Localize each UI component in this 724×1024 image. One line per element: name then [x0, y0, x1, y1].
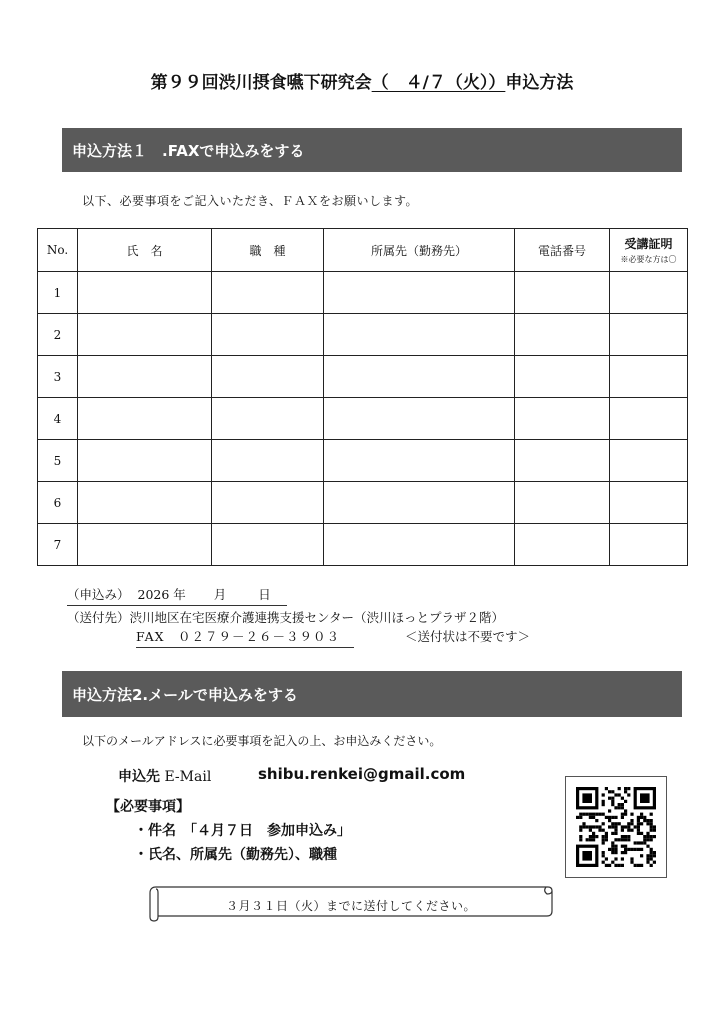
cell-phone[interactable]	[515, 314, 610, 356]
cell-name[interactable]	[78, 272, 212, 314]
header-phone: 電話番号	[515, 229, 610, 272]
required-item-subject: ・件名 「４月７日 参加申込み」	[134, 823, 351, 839]
destination-text: （送付先）渋川地区在宅医療介護連携支援センター（渋川ほっとプラザ２階）	[67, 610, 505, 625]
page-title	[0, 68, 724, 93]
qr-code-icon	[565, 776, 667, 878]
cell-name[interactable]	[78, 398, 212, 440]
cell-certificate[interactable]	[610, 524, 688, 566]
cell-no: 1	[38, 272, 78, 314]
cell-certificate[interactable]	[610, 440, 688, 482]
cell-certificate[interactable]	[610, 272, 688, 314]
deadline-text: ３月３１日（火）までに送付してください。	[225, 899, 476, 913]
cell-certificate[interactable]	[610, 356, 688, 398]
apply-label: （申込み）	[67, 587, 130, 602]
cell-phone[interactable]	[515, 524, 610, 566]
section2-intro: 以下のメールアドレスに必要事項を記入の上、お申込みください。	[82, 734, 442, 748]
mail-label-text: E-Mail	[160, 769, 212, 785]
fax-note: ＜送付状は不要です＞	[405, 629, 531, 644]
table-row	[38, 356, 688, 398]
table-row	[38, 314, 688, 356]
required-heading: 【必要事項】	[106, 799, 190, 815]
certificate-note: ※必要な方は〇	[620, 255, 677, 264]
application-table	[37, 228, 688, 566]
section2-heading: 申込方法2.メールで申込みをする	[62, 671, 682, 717]
table-row	[38, 398, 688, 440]
table-header-row	[38, 229, 688, 272]
mail-label	[118, 766, 211, 786]
cell-affiliation[interactable]	[324, 272, 515, 314]
cell-name[interactable]	[78, 314, 212, 356]
cell-affiliation[interactable]	[324, 524, 515, 566]
cell-job[interactable]	[212, 440, 324, 482]
header-name: 氏 名	[78, 229, 212, 272]
title-prefix: 第９９回渋川摂食嚥下研究会	[150, 73, 372, 93]
apply-year: 2026 年	[137, 587, 186, 602]
header-no: No.	[38, 229, 78, 272]
cell-phone[interactable]	[515, 482, 610, 524]
cell-job[interactable]	[212, 356, 324, 398]
cell-phone[interactable]	[515, 356, 610, 398]
title-date: （ ４/７（火））	[371, 73, 506, 93]
table-row	[38, 482, 688, 524]
cell-no: 5	[38, 440, 78, 482]
cell-job[interactable]	[212, 482, 324, 524]
cell-certificate[interactable]	[610, 482, 688, 524]
mail-label-bold: 申込先	[118, 769, 160, 785]
header-certificate	[610, 229, 688, 272]
cell-phone[interactable]	[515, 398, 610, 440]
table-row	[38, 524, 688, 566]
required-item-fields: ・氏名、所属先（勤務先）、職種	[134, 847, 337, 863]
cell-no: 7	[38, 524, 78, 566]
cell-name[interactable]	[78, 440, 212, 482]
cell-certificate[interactable]	[610, 398, 688, 440]
cell-name[interactable]	[78, 356, 212, 398]
cell-name[interactable]	[78, 482, 212, 524]
table-row	[38, 272, 688, 314]
cell-affiliation[interactable]	[324, 398, 515, 440]
cell-affiliation[interactable]	[324, 482, 515, 524]
mail-address[interactable]: shibu.renkei@gmail.com	[258, 765, 466, 783]
cell-affiliation[interactable]	[324, 356, 515, 398]
cell-job[interactable]	[212, 272, 324, 314]
cell-job[interactable]	[212, 398, 324, 440]
cell-name[interactable]	[78, 524, 212, 566]
cell-job[interactable]	[212, 314, 324, 356]
apply-month: 月	[213, 587, 227, 602]
cell-job[interactable]	[212, 524, 324, 566]
title-suffix: 申込方法	[505, 73, 574, 93]
cell-no: 3	[38, 356, 78, 398]
header-affiliation: 所属先（勤務先）	[324, 229, 515, 272]
certificate-label: 受講証明	[624, 237, 673, 251]
cell-affiliation[interactable]	[324, 314, 515, 356]
table-row	[38, 440, 688, 482]
cell-affiliation[interactable]	[324, 440, 515, 482]
cell-certificate[interactable]	[610, 314, 688, 356]
apply-date-line	[67, 585, 287, 606]
section1-heading: 申込方法１ .FAXで申込みをする	[62, 128, 682, 172]
apply-day: 日	[258, 587, 271, 602]
cell-phone[interactable]	[515, 272, 610, 314]
cell-no: 2	[38, 314, 78, 356]
header-job: 職 種	[212, 229, 324, 272]
cell-phone[interactable]	[515, 440, 610, 482]
section1-intro: 以下、必要事項をご記入いただき、ＦＡＸをお願いします。	[82, 194, 419, 208]
cell-no: 6	[38, 482, 78, 524]
cell-no: 4	[38, 398, 78, 440]
fax-number: FAX ０２７９－２６－３９０３	[136, 627, 354, 648]
